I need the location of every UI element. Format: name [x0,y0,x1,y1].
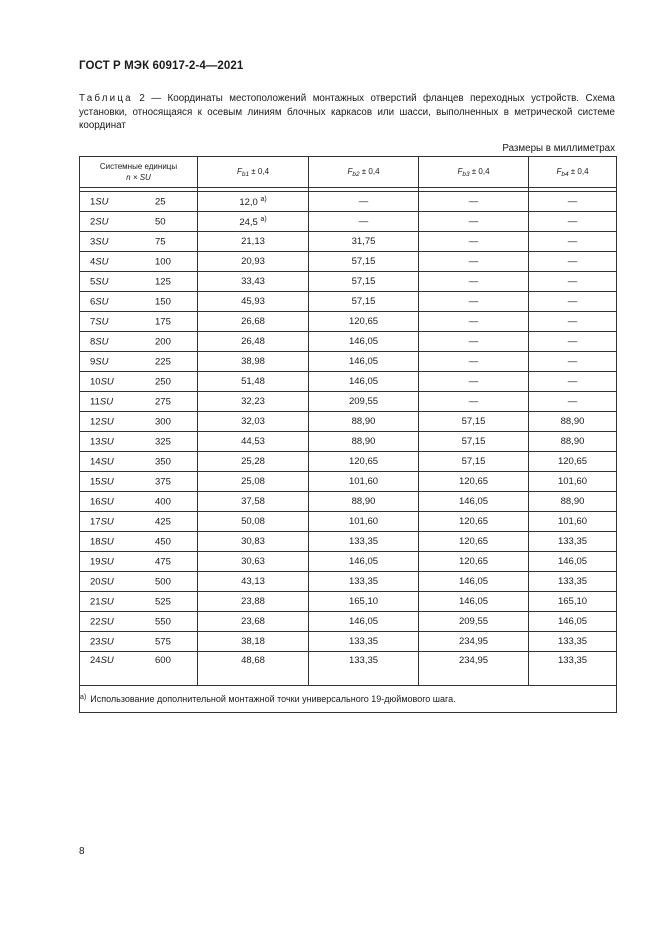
cell-system-units [80,472,198,492]
cell-fb1: 38,18 [198,632,309,652]
table-row [80,492,617,512]
table-row [80,512,617,532]
table-row [80,192,617,212]
table-row [80,232,617,252]
cell-su-value: 50 [155,216,166,227]
cell-system-units [80,212,198,232]
cell-fb1: 24,5 $^{а)}$ [198,212,309,232]
cell-fb4: 133,35 [529,632,617,652]
cell-fb1: 33,43 [198,272,309,292]
cell-fb2: 133,35 [309,652,419,686]
header-fb2 [309,157,419,188]
cell-fb4: 88,90 [529,412,617,432]
cell-fb4: 133,35 [529,572,617,592]
table-row [80,272,617,292]
cell-fb3: — [419,232,529,252]
cell-su-multiplier: 5SU [90,276,109,287]
cell-fb4: — [529,252,617,272]
cell-fb2: 88,90 [309,412,419,432]
cell-fb2: 88,90 [309,432,419,452]
cell-fb1: 30,63 [198,552,309,572]
cell-fb2: 57,15 [309,252,419,272]
table-row [80,552,617,572]
cell-fb3: 234,95 [419,652,529,686]
cell-fb4: — [529,352,617,372]
cell-fb3: — [419,372,529,392]
cell-fb2: 209,55 [309,392,419,412]
table-row [80,652,617,686]
table-row [80,472,617,492]
table-row [80,532,617,552]
cell-su-value: 600 [155,655,171,666]
cell-fb4: — [529,232,617,252]
cell-su-multiplier: 16SU [90,496,114,507]
table-row [80,392,617,412]
cell-system-units [80,652,198,686]
cell-su-multiplier: 24SU [90,655,114,666]
cell-fb1: 51,48 [198,372,309,392]
cell-fb3: — [419,312,529,332]
cell-su-multiplier: 22SU [90,616,114,627]
cell-system-units [80,592,198,612]
header-fb2-tol: ± 0,4 [359,166,380,176]
cell-su-value: 425 [155,516,171,527]
footnote-row [80,686,617,713]
cell-fb2: 120,65 [309,452,419,472]
cell-fb1: 23,68 [198,612,309,632]
cell-su-value: 475 [155,556,171,567]
cell-fb4: — [529,292,617,312]
cell-fb1: 43,13 [198,572,309,592]
cell-fb2: 133,35 [309,632,419,652]
cell-su-value: 25 [155,196,166,207]
cell-system-units [80,352,198,372]
header-system-units [80,157,198,188]
cell-su-multiplier: 6SU [90,296,109,307]
cell-su-value: 575 [155,636,171,647]
footnote-ref: а) [260,195,267,203]
header-su-line1: Системные единицы [99,162,178,171]
footnote-ref: а) [260,215,267,223]
units-note: Размеры в миллиметрах [502,143,615,154]
cell-fb3: 57,15 [419,432,529,452]
cell-fb4: — [529,392,617,412]
cell-fb4: 88,90 [529,432,617,452]
table-row [80,632,617,652]
cell-system-units [80,192,198,212]
cell-fb1: 32,03 [198,412,309,432]
cell-fb2: 88,90 [309,492,419,512]
cell-su-value: 350 [155,456,171,467]
cell-fb3: — [419,272,529,292]
cell-fb1: 23,88 [198,592,309,612]
table-row [80,212,617,232]
cell-su-value: 525 [155,596,171,607]
cell-fb2: 101,60 [309,472,419,492]
cell-fb4: 133,35 [529,652,617,686]
cell-fb4: — [529,332,617,352]
header-fb4 [529,157,617,188]
cell-fb2: 133,35 [309,572,419,592]
cell-su-value: 75 [155,236,166,247]
cell-su-multiplier: 19SU [90,556,114,567]
cell-system-units [80,412,198,432]
cell-su-value: 225 [155,356,171,367]
cell-system-units [80,612,198,632]
cell-fb3: 57,15 [419,412,529,432]
cell-system-units [80,372,198,392]
cell-su-multiplier: 9SU [90,356,109,367]
cell-fb4: — [529,212,617,232]
cell-fb2: 57,15 [309,292,419,312]
cell-fb2: 57,15 [309,272,419,292]
cell-fb3: — [419,332,529,352]
cell-su-multiplier: 13SU [90,436,114,447]
cell-su-value: 375 [155,476,171,487]
cell-su-multiplier: 21SU [90,596,114,607]
cell-fb3: 146,05 [419,572,529,592]
cell-fb3: 234,95 [419,632,529,652]
cell-su-value: 250 [155,376,171,387]
cell-fb4: 101,60 [529,512,617,532]
footnote [80,686,617,713]
cell-su-multiplier: 1SU [90,196,109,207]
cell-su-multiplier: 4SU [90,256,109,267]
cell-system-units [80,432,198,452]
cell-su-value: 325 [155,436,171,447]
table-row [80,432,617,452]
cell-su-multiplier: 3SU [90,236,109,247]
header-fb1-symbol: F [236,166,242,176]
cell-fb2: — [309,192,419,212]
cell-su-multiplier: 2SU [90,216,109,227]
cell-su-multiplier: 20SU [90,576,114,587]
table-row [80,452,617,472]
cell-fb4: 165,10 [529,592,617,612]
cell-fb1: 37,58 [198,492,309,512]
cell-fb1: 21,13 [198,232,309,252]
cell-fb3: 146,05 [419,492,529,512]
header-fb2-sub: b2 [352,170,360,178]
cell-fb4: 88,90 [529,492,617,512]
cell-fb3: — [419,292,529,312]
cell-su-value: 450 [155,536,171,547]
cell-fb3: 120,65 [419,552,529,572]
cell-su-value: 550 [155,616,171,627]
cell-fb4: — [529,272,617,292]
table-row [80,312,617,332]
header-fb3-tol: ± 0,4 [469,166,490,176]
header-fb1-tol: ± 0,4 [249,166,270,176]
document-header: ГОСТ Р МЭК 60917-2-4—2021 [79,60,244,72]
cell-system-units [80,552,198,572]
cell-fb2: 165,10 [309,592,419,612]
cell-fb1: 25,08 [198,472,309,492]
cell-su-value: 500 [155,576,171,587]
cell-fb1: 26,48 [198,332,309,352]
cell-fb2: 31,75 [309,232,419,252]
footnote-mark: а) [80,694,87,701]
cell-system-units [80,572,198,592]
cell-fb3: 120,65 [419,472,529,492]
cell-system-units [80,532,198,552]
cell-su-value: 100 [155,256,171,267]
cell-su-multiplier: 11SU [90,396,114,407]
table-label: Таблица [79,93,133,104]
header-fb1-sub: b1 [241,170,250,178]
cell-su-multiplier: 14SU [90,456,114,467]
table-row [80,252,617,272]
cell-fb3: — [419,212,529,232]
cell-system-units [80,632,198,652]
table-row [80,592,617,612]
cell-fb1: 25,28 [198,452,309,472]
cell-su-multiplier: 10SU [90,376,114,387]
cell-su-value: 175 [155,316,171,327]
cell-system-units [80,232,198,252]
cell-fb2: 146,05 [309,552,419,572]
cell-fb1: 20,93 [198,252,309,272]
cell-fb4: — [529,312,617,332]
cell-fb4: 133,35 [529,532,617,552]
table-row [80,352,617,372]
cell-fb2: — [309,212,419,232]
cell-fb1: 45,93 [198,292,309,312]
cell-fb4: — [529,372,617,392]
cell-fb4: 146,05 [529,612,617,632]
table-row [80,572,617,592]
cell-fb3: — [419,392,529,412]
cell-su-value: 300 [155,416,171,427]
cell-system-units [80,312,198,332]
cell-fb2: 146,05 [309,332,419,352]
cell-su-multiplier: 12SU [90,416,114,427]
cell-fb2: 146,05 [309,372,419,392]
cell-su-value: 275 [155,396,171,407]
coordinates-table [79,156,617,713]
table-row [80,612,617,632]
table-row [80,372,617,392]
cell-fb3: 146,05 [419,592,529,612]
header-su-line2: n × SU [126,173,151,182]
cell-fb4: 146,05 [529,552,617,572]
cell-fb1: 30,83 [198,532,309,552]
cell-fb2: 101,60 [309,512,419,532]
header-fb3-sub: b3 [462,170,470,178]
cell-system-units [80,512,198,532]
cell-su-value: 200 [155,336,171,347]
page-number: 8 [79,846,85,857]
cell-fb3: — [419,252,529,272]
cell-su-multiplier: 15SU [90,476,114,487]
cell-system-units [80,272,198,292]
cell-fb4: 101,60 [529,472,617,492]
cell-fb1: 44,53 [198,432,309,452]
cell-fb4: 120,65 [529,452,617,472]
cell-fb1: 12,0 $^{а)}$ [198,192,309,212]
table-row [80,292,617,312]
cell-su-multiplier: 7SU [90,316,109,327]
cell-fb4: — [529,192,617,212]
header-fb4-tol: ± 0,4 [568,166,589,176]
cell-su-value: 150 [155,296,171,307]
header-fb4-sub: b4 [561,170,569,178]
table-row [80,332,617,352]
table-row [80,412,617,432]
cell-su-value: 125 [155,276,171,287]
table-header-row [80,157,617,188]
cell-su-value: 400 [155,496,171,507]
header-fb1 [198,157,309,188]
cell-su-multiplier: 18SU [90,536,114,547]
cell-fb1: 50,08 [198,512,309,532]
cell-fb1: 38,98 [198,352,309,372]
cell-system-units [80,292,198,312]
cell-fb1: 32,23 [198,392,309,412]
cell-fb2: 146,05 [309,352,419,372]
cell-fb3: — [419,192,529,212]
cell-system-units [80,332,198,352]
table-caption-text: 2 — Координаты местоположений монтажных отверстий фланцев переходных устройств. Схема установки, относящаяся к осевым линиям блочных каркасов или шасси, выполненных в метрической системе координат [79,93,615,131]
cell-fb2: 120,65 [309,312,419,332]
cell-fb3: 57,15 [419,452,529,472]
cell-fb3: 209,55 [419,612,529,632]
cell-system-units [80,492,198,512]
cell-fb1: 48,68 [198,652,309,686]
header-fb2-symbol: F [347,166,353,176]
cell-fb3: 120,65 [419,512,529,532]
cell-fb1: 26,68 [198,312,309,332]
cell-fb3: — [419,352,529,372]
cell-fb2: 146,05 [309,612,419,632]
header-fb4-symbol: F [556,166,562,176]
footnote-text: Использование дополнительной монтажной точки универсального 19-дюймового шага. [90,694,456,704]
header-fb3 [419,157,529,188]
cell-fb2: 133,35 [309,532,419,552]
table-caption [79,92,615,133]
cell-su-multiplier: 23SU [90,636,114,647]
header-fb3-symbol: F [457,166,463,176]
cell-system-units [80,392,198,412]
cell-system-units [80,252,198,272]
cell-system-units [80,452,198,472]
cell-fb3: 120,65 [419,532,529,552]
cell-su-multiplier: 17SU [90,516,114,527]
cell-su-multiplier: 8SU [90,336,109,347]
